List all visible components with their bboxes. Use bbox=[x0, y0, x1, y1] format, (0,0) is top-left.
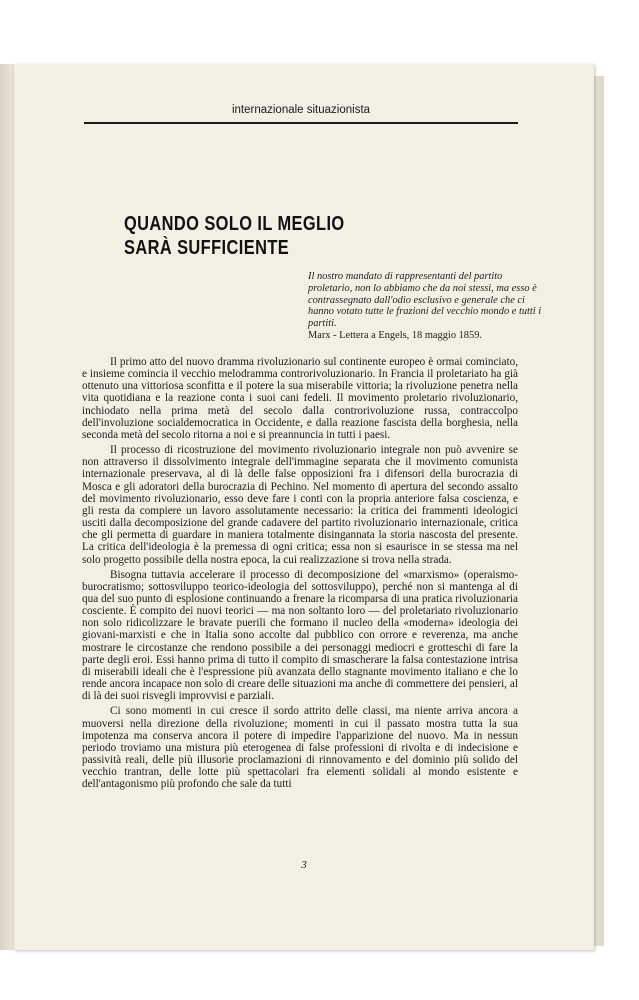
epigraph-attribution: Marx - Lettera a Engels, 18 maggio 1859. bbox=[308, 329, 482, 341]
title-line-1: QUANDO SOLO IL MEGLIO bbox=[124, 213, 345, 235]
epigraph-quote: Il nostro mandato di rappresentanti del partito proletario, non lo abbiamo che da noi stessi, ma esso è contrassegnato dall'odio esclusivo e generale che ci hanno votato tutte le frazioni del vecchio mondo e tutti i partiti. bbox=[308, 271, 542, 330]
paragraph-3: Bisogna tuttavia accelerare il processo di decomposizione del «marxismo» (operaismo-burocratismo; sottosviluppo teorico-ideologia del sottosviluppo), perché non si mantenga al di qua del suo punto di esplosione continuando a frenare la ricomparsa di una pratica rivoluzionaria cosciente. È compito dei nuovi teorici — ma non soltanto loro — del proletariato rivoluzionario non solo ridicolizzare le bravate puerili che formano il nucleo della «moderna» ideologia dei giovani-marxisti e che in Italia sono accolte dal pubblico con orrore e reverenza, ma anche mostrare le circostanze che rendono possibile a dei personaggi mediocri e grotteschi di fare la parte degli eroi. Essi hanno prima di tutto il compito di smascherare la falsa contestazione intrisa di miserabili ideali che è l'espressione più avanzata dello stagnante movimento italiano e che lo rende ancora incapace non solo di creare delle situazioni ma anche di commettere dei pensieri, al di là dei suoi risvegli improvvisi e parziali. bbox=[82, 568, 518, 703]
epigraph bbox=[308, 271, 548, 342]
book-page bbox=[14, 64, 594, 950]
header-rule bbox=[84, 122, 518, 124]
paragraph-1: Il primo atto del nuovo dramma rivoluzionario sul continente europeo è ormai cominciato, e insieme comincia il vecchio melodramma controrivoluzionario. In Francia il proletariato ha già ottenuto una vittoriosa sconfitta e il potere la sua miserabile vittoria; la rivoluzione penetra nella vita quotidiana e la reazione conta i suoi cani fedeli. Il movimento proletario rivoluzionario, inchiodato nella prima metà del secolo dalla controrivoluzione russa, contraccolpo dell'involuzione socialdemocratica in Occidente, e dalla reazione fascista della borghesia, nella seconda metà del secolo ritorna a noi e si preannuncia in tutti i paesi. bbox=[82, 356, 518, 441]
article-body bbox=[82, 356, 518, 793]
title-line-2: SARÀ SUFFICIENTE bbox=[124, 237, 290, 259]
running-header: internazionale situazionista bbox=[231, 104, 371, 116]
paragraph-4: Ci sono momenti in cui cresce il sordo attrito delle classi, ma niente arriva ancora a muoversi nella direzione della rivoluzione; momenti in cui il passato mostra tutta la sua impotenza ma conserva ancora il potere di impedire l'apparizione del nuovo. Ma in nessun periodo troviamo una mistura più eterogenea di false professioni di rivolta e di indecisione e passività reali, delle più illusorie proclamazioni di rinnovamento e del dominio più solido del vecchio trantran, delle lotte più spettacolari fra elementi solidali al mondo esistente e dell'antagonismo più profondo che sale da tutti bbox=[82, 705, 518, 791]
article-title bbox=[124, 212, 452, 260]
page-number: 3 bbox=[301, 859, 307, 871]
paragraph-2: Il processo di ricostruzione del movimento rivoluzionario integrale non può avvenire se non attraverso il dissolvimento integrale dell'immagine separata che il movimento comunista internazionale preservava, al di là delle false opposizioni fra i difensori della burocrazia di Mosca e gli adoratori della burocrazia di Pechino. Nel momento di apertura del secondo assalto del movimento rivoluzionario, esso deve fare i conti con la propria anteriore falsa coscienza, e gli resta da compiere un lavoro assolutamente necessario: la critica dei frammenti ideologici usciti dalla decomposizione del grande cadavere del partito rivoluzionario internazionale, critica che gli permetta di guardare in maniera totalmente disingannata la storia nascosta del presente. La critica dell'ideologia è la premessa di ogni critica; essa non si esaurisce in se stessa ma nel solo progetto possibile della nostra epoca, la cui realizzazione si trova nella strada. bbox=[82, 444, 518, 566]
